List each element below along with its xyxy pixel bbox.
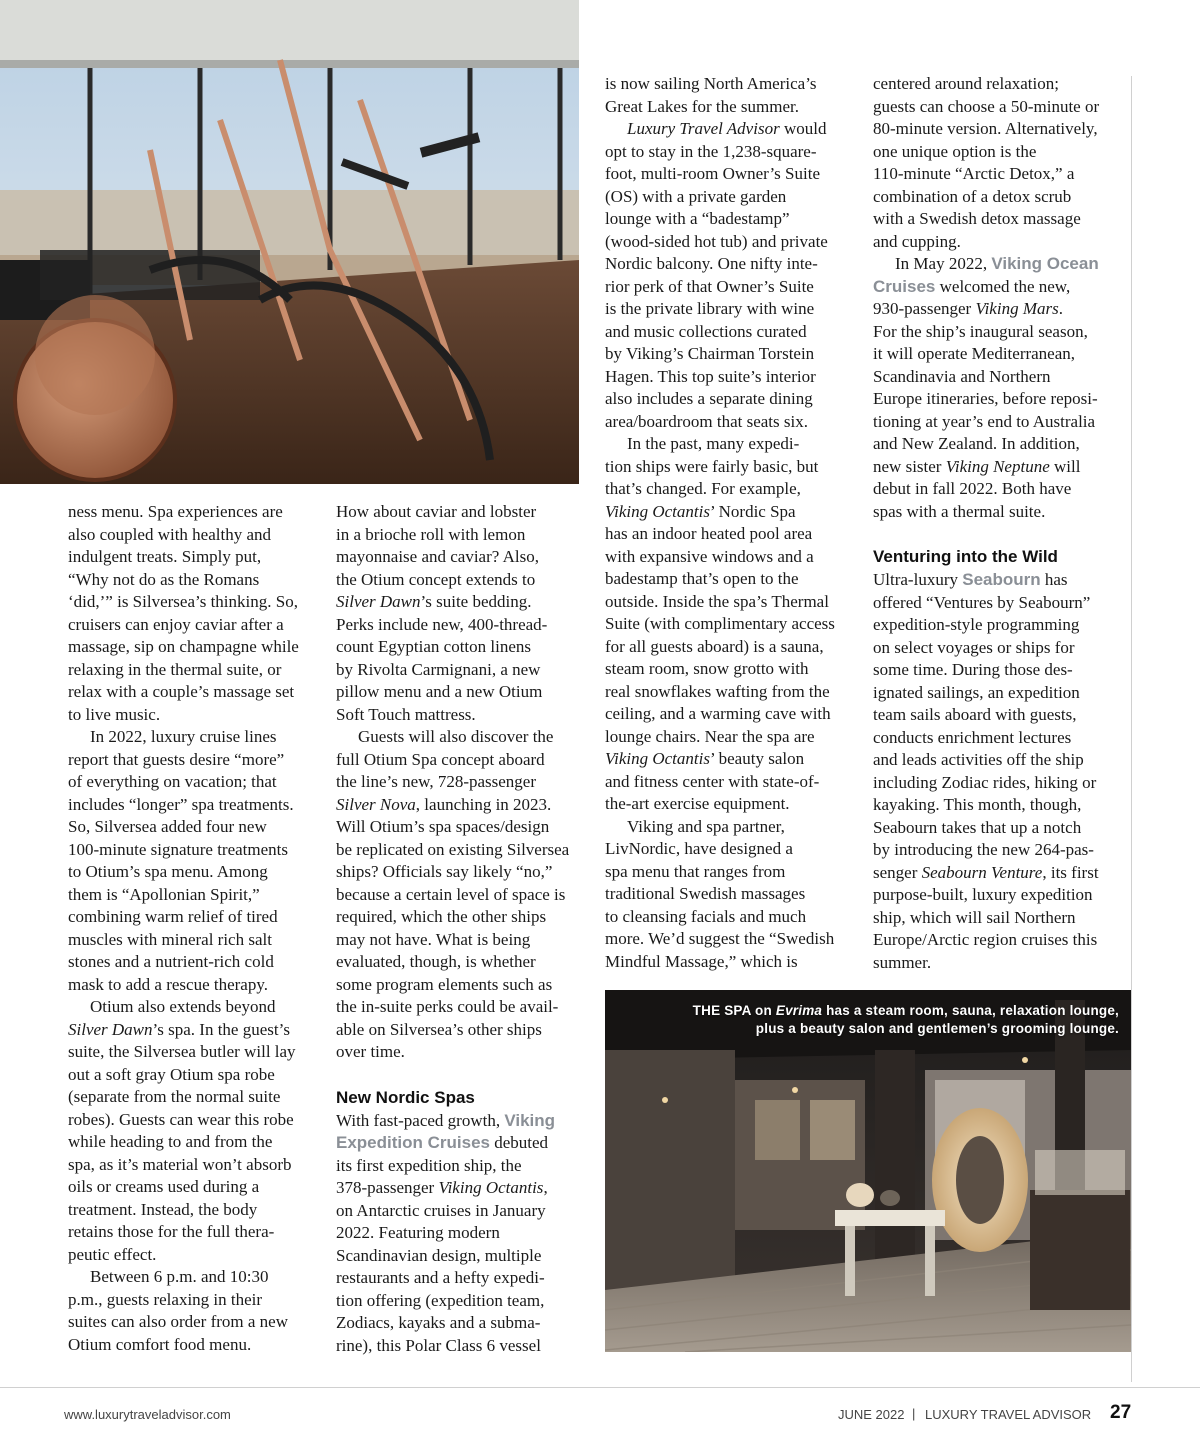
paragraph: Ultra-luxury Seabourn has offered “Ventures by Seabourn” expedition-style programming on select voyages or ships for some time. During those des- ignated sailings, an expedition team sails aboard with guests, conducts enrichment lectures and leads activities off the ship including Zodiac rides, hiking or kayaking. This month, though, Seabourn takes that up a notch by introducing the new 264-pas- senger Seabourn Venture, its first purpose-built, luxury expedition ship, which will sail Northern Europe/Arctic region cruises this summer. (873, 570, 1099, 972)
section-heading: New Nordic Spas (336, 1087, 475, 1107)
footer-rule (0, 1387, 1200, 1388)
footer-url[interactable]: www.luxurytraveladvisor.com (64, 1407, 231, 1422)
text-column-1 (68, 501, 316, 1356)
text-column-3 (605, 73, 853, 973)
text-column-2 (336, 501, 584, 1357)
page-number: 27 (1110, 1402, 1132, 1423)
section-heading: Venturing into the Wild (873, 547, 1058, 566)
spa-photo (605, 990, 1131, 1352)
paragraph: Guests will also discover the full Otium Spa concept aboard the line’s new, 728-passenger Silver Nova, launching in 2023. Will Otium’s spa spaces/design be replicated on existing Silversea ships? Officials say likely “no,” because a certain level of space is required, which the other ships may not have. What is being evaluated, though, is whether some program elements such as the in-suite perks could be avail- able on Silversea’s other ships over time. (336, 727, 570, 1061)
paragraph: Viking and spa partner, LivNordic, have designed a spa menu that ranges from traditional Swedish massages to cleansing facials and much more. We’d suggest the “Swedish Mindful Massage,” which is (605, 816, 835, 971)
paragraph: How about caviar and lobster in a brioche roll with lemon mayonnaise and caviar? Also, the Otium concept extends to Silver Dawn’s suite bedding. Perks include new, 400-thread- count Egyptian cotton linens by Rivolta Carmignani, a new pillow menu and a new Otium Soft Touch mattress. (336, 502, 548, 724)
paragraph: ness menu. Spa experiences are also coupled with healthy and indulgent treats. Simply put, “Why not do as the Romans ‘did,’” is Silversea’s thinking. So, cruisers can enjoy caviar after a massage, sip on champagne while relaxing in the thermal suite, or relax with a couple’s massage set to live music. (68, 502, 299, 724)
paragraph: In May 2022, Viking Ocean Cruises welcomed the new, 930-passenger Viking Mars. For the ship’s inaugural season, it will operate Mediterranean, Scandinavia and Northern Europe itineraries, before reposi- tioning at year’s end to Australia and New Zealand. In addition, new sister Viking Neptune will debut in fall 2022. Both have spas with a thermal suite. (873, 254, 1099, 521)
paragraph: Otium also extends beyond Silver Dawn’s spa. In the guest’s suite, the Silversea butler will lay out a soft gray Otium spa robe (separate from the normal suite robes). Guests can wear this robe while heading to and from the spa, as it’s material won’t absorb oils or creams used during a treatment. Instead, the body retains those for the full thera- peutic effect. (68, 997, 296, 1264)
footer-separator: | (912, 1406, 916, 1421)
paragraph: Between 6 p.m. and 10:30 p.m., guests relaxing in their suites can also order from a new Otium comfort food menu. (68, 1267, 288, 1354)
footer-issue-date: JUNE 2022 (838, 1407, 905, 1422)
paragraph: In 2022, luxury cruise lines report that guests desire “more” of everything on vacation; that includes “longer” spa treatments. So, Silversea added four new 100-minute signature treatments to Otium’s spa menu. Among them is “Apollonian Spirit,” combining warm relief of tired muscles with mineral rich salt stones and a nutrient-rich cold mask to add a rescue therapy. (68, 727, 294, 994)
column-divider (1131, 76, 1132, 1382)
paragraph: With fast-paced growth, Viking Expedition Cruises debuted its first expedition ship, the 378-passenger Viking Octantis, on Antarctic cruises in January 2022. Featuring modern Scandinavian design, multiple restaurants and a hefty expedi- tion offering (expedition team, Zodiacs, kayaks and a subma- rine), this Polar Class 6 vessel (336, 1110, 556, 1355)
footer-magazine-name: LUXURY TRAVEL ADVISOR (925, 1407, 1092, 1422)
photo-caption: THE SPA on Evrima has a steam room, sauna, relaxation lounge, plus a beauty salon and gentlemen’s grooming lounge. (692, 1003, 1119, 1036)
paragraph: is now sailing North America’s Great Lakes for the summer. (605, 74, 817, 116)
paragraph: centered around relaxation; guests can choose a 50-minute or 80-minute version. Alternatively, one unique option is the 110-minute “Arctic Detox,” a combination of a detox scrub with a Swedish detox massage and cupping. (873, 74, 1100, 251)
gym-photo (0, 0, 579, 484)
paragraph: Luxury Travel Advisor would opt to stay in the 1,238-square- foot, multi-room Owner’s Suite (OS) with a private garden lounge with a “badestamp” (wood-sided hot tub) and private Nordic balcony. One nifty inte- rior perk of that Owner’s Suite is the private library with wine and music collections curated by Viking’s Chairman Torstein Hagen. This top suite’s interior also includes a separate dining area/boardroom that seats six. (605, 119, 828, 431)
paragraph: In the past, many expedi- tion ships were fairly basic, but that’s changed. For example, Viking Octantis’ Nordic Spa has an indoor heated pool area with expansive windows and a badestamp that’s open to the outside. Inside the spa’s Thermal Suite (with complimentary access for all guests aboard) is a sauna, steam room, snow grotto with real snowflakes wafting from the ceiling, and a warming cave with lounge chairs. Near the spa are Viking Octantis’ beauty salon and fitness center with state-of- the-art exercise equipment. (605, 434, 835, 813)
text-column-4 (873, 73, 1121, 974)
